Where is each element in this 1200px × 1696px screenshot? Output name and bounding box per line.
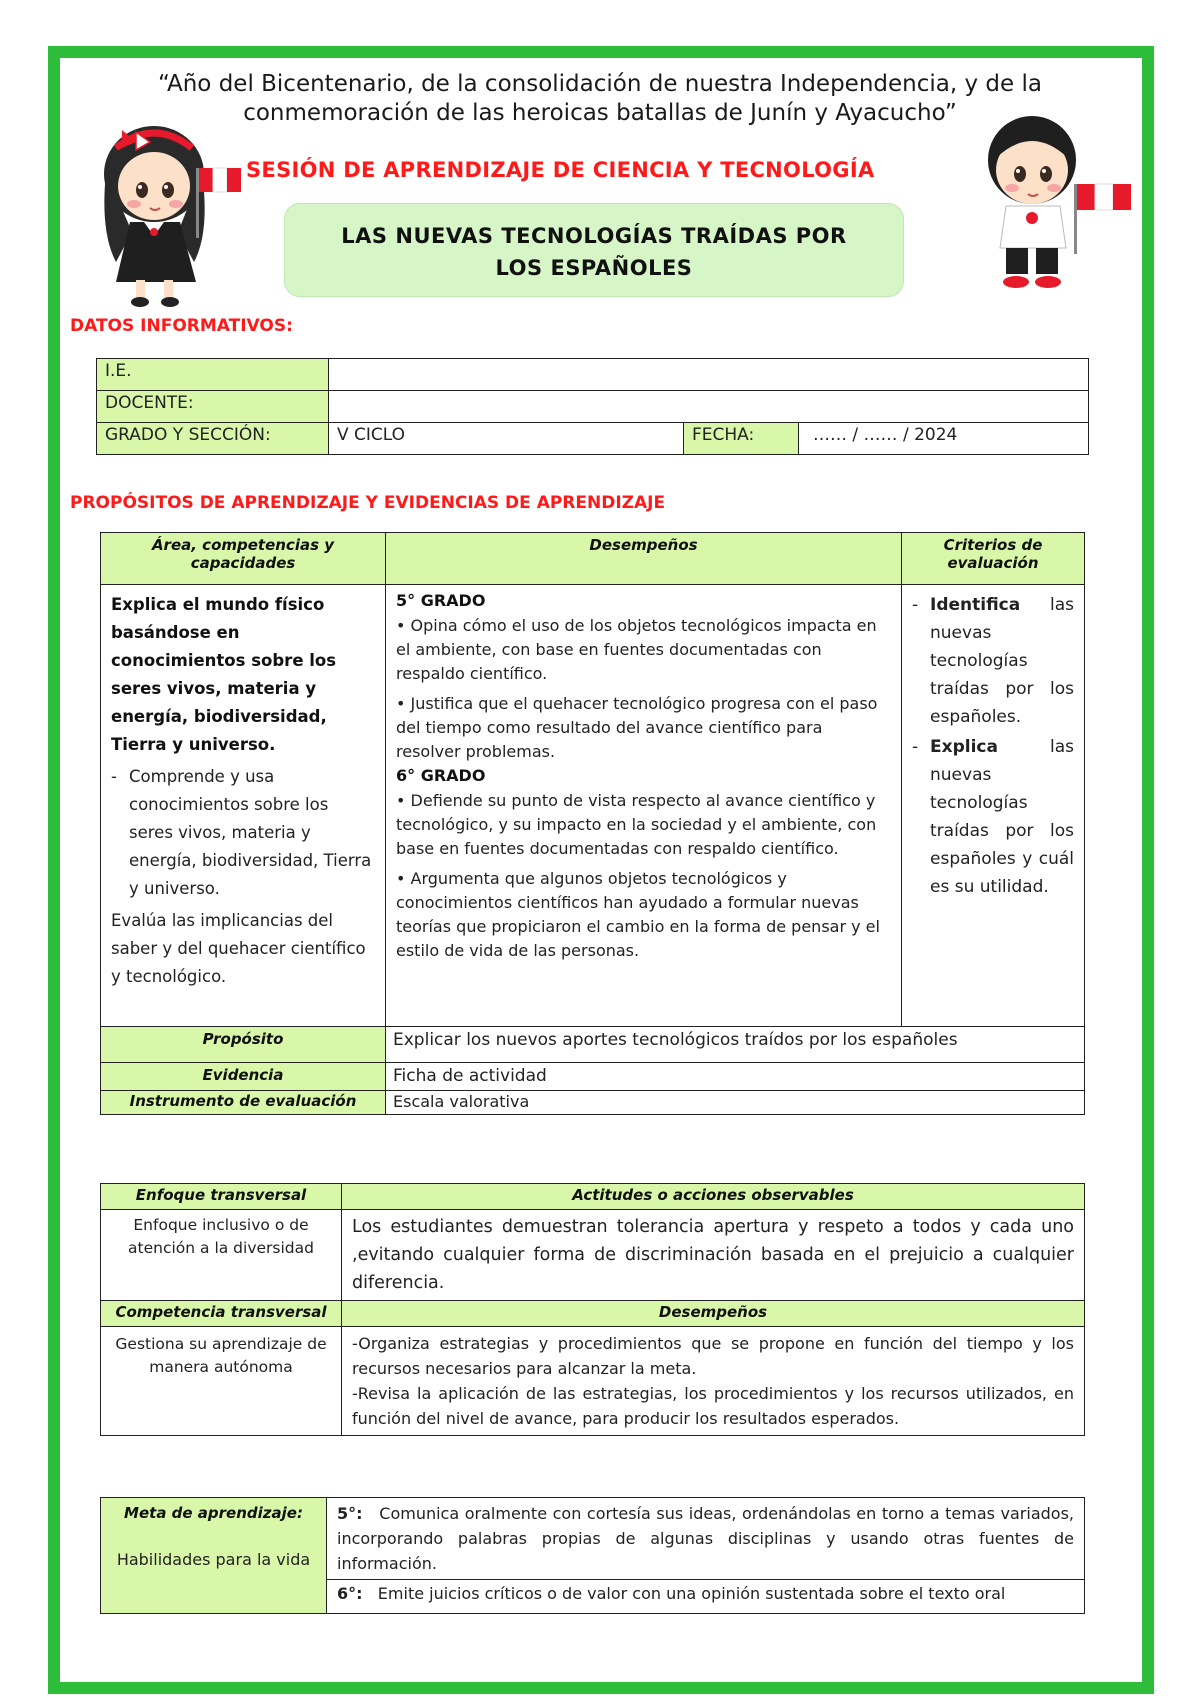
- grade-6-label: 6° GRADO: [396, 766, 486, 785]
- meta-5-text: Comunica oralmente con cortesía sus ideas, ordenándolas en torno a temas variados, incorporando palabras propias de algunas disciplinas y usando otras fuentes de información.: [337, 1504, 1075, 1573]
- instrumento-label: Instrumento de evaluación: [101, 1091, 386, 1115]
- comp-desempeno-item: -Revisa la aplicación de las estrategias, los procedimientos y los recursos utilizados, en función del nivel de avance, para producir los resultados esperados.: [352, 1384, 1074, 1428]
- competencia: Explica el mundo físico basándose en conocimientos sobre los seres vivos, materia y energía, biodiversidad, Tierra y universo.: [111, 595, 337, 754]
- meta-6-cell: [327, 1580, 1085, 1614]
- comp-desempeno-item: -Organiza estrategias y procedimientos que se propone en función del tiempo y los recursos necesarios para alcanzar la meta.: [352, 1334, 1074, 1378]
- enfoque-text: Los estudiantes demuestran tolerancia apertura y respeto a todos y cada uno ,evitando cualquier forma de discriminación basada en el prejuicio a cualquier diferencia.: [342, 1210, 1085, 1301]
- enfoque-col-header: Enfoque transversal: [101, 1184, 342, 1210]
- criterio-item: - Identifica las nuevas tecnologías traídas por los españoles.: [912, 595, 1074, 727]
- proposito-value: Explicar los nuevos aportes tecnológicos traídos por los españoles: [386, 1027, 1085, 1063]
- meta-5-label: 5°:: [337, 1504, 363, 1523]
- col-desempenos-header: Desempeños: [386, 533, 902, 585]
- datos-heading: DATOS INFORMATIVOS:: [70, 316, 293, 336]
- grade-5-label: 5° GRADO: [396, 591, 486, 610]
- ie-label: I.E.: [97, 359, 329, 391]
- topic-title: LAS NUEVAS TECNOLOGÍAS TRAÍDAS POR LOS ESPAÑOLES: [341, 224, 847, 280]
- comp-desempenos-col-header: Desempeños: [342, 1301, 1085, 1327]
- capacidad-item: - Comprende y usa conocimientos sobre los seres vivos, materia y energía, biodiversidad, Tierra y universo.: [111, 767, 372, 898]
- ie-value[interactable]: [329, 359, 1089, 391]
- meta-table: [100, 1497, 1085, 1614]
- competencia-col-header: Competencia transversal: [101, 1301, 342, 1327]
- col-area-header: Área, competencias y capacidades: [101, 533, 386, 585]
- desempeno-item: • Defiende su punto de vista respecto al avance científico y tecnológico, y su impacto en la sociedad y el ambiente, con base en fuentes documentadas con respaldo científico.: [396, 791, 877, 858]
- meta-6-label: 6°:: [337, 1584, 363, 1603]
- criterio-item: - Explica las nuevas tecnologías traídas por los españoles y cuál es su utilidad.: [912, 737, 1074, 897]
- desempeno-item: • Argumenta que algunos objetos tecnológicos y conocimientos científicos han ayudado a formular nuevas teorías que propiciaron el cambio en la forma de pensar y el estilo de vida de las personas.: [396, 869, 880, 960]
- grado-value: V CICLO: [329, 423, 684, 455]
- grado-label: GRADO Y SECCIÓN:: [97, 423, 329, 455]
- topic-box: [284, 203, 904, 297]
- session-title: SESIÓN DE APRENDIZAJE DE CIENCIA Y TECNOLOGÍA: [246, 158, 875, 182]
- enfoque-name: Enfoque inclusivo o de atención a la diversidad: [101, 1210, 342, 1301]
- evidencia-value: Ficha de actividad: [386, 1063, 1085, 1091]
- capacidad-item: Evalúa las implicancias del saber y del quehacer científico y tecnológico.: [111, 911, 366, 986]
- col-criterios-header: Criterios de evaluación: [902, 533, 1085, 585]
- fecha-label: FECHA:: [684, 423, 799, 455]
- competencia-name: Gestiona su aprendizaje de manera autónoma: [101, 1327, 342, 1436]
- year-motto: “Año del Bicentenario, de la consolidación de nuestra Independencia, y de la conmemoración de las heroicas batallas de Junín y Ayacucho”: [158, 71, 1042, 126]
- meta-5-cell: [327, 1498, 1085, 1580]
- fecha-value: …… / …… / 2024: [799, 423, 1089, 455]
- propositos-heading: PROPÓSITOS DE APRENDIZAJE Y EVIDENCIAS DE APRENDIZAJE: [70, 493, 666, 513]
- habilidades-label: Habilidades para la vida: [116, 1550, 311, 1569]
- girl-illustration: [92, 112, 270, 310]
- meta-6-text: Emite juicios críticos o de valor con una opinión sustentada sobre el texto oral: [377, 1584, 1006, 1603]
- instrumento-value: Escala valorativa: [386, 1091, 1085, 1115]
- evidencia-label: Evidencia: [101, 1063, 386, 1091]
- actitudes-col-header: Actitudes o acciones observables: [342, 1184, 1085, 1210]
- docente-label: DOCENTE:: [97, 391, 329, 423]
- meta-label: Meta de aprendizaje:: [124, 1504, 303, 1522]
- propositos-table: [100, 532, 1085, 1115]
- enfoque-table: [100, 1183, 1085, 1436]
- desempeno-item: • Justifica que el quehacer tecnológico progresa con el paso del tiempo como resultado del avance científico para resolver problemas.: [396, 694, 878, 761]
- desempeno-item: • Opina cómo el uso de los objetos tecnológicos impacta en el ambiente, con base en fuentes documentadas con respaldo científico.: [396, 616, 877, 683]
- datos-table: [96, 358, 1089, 455]
- boy-illustration: [970, 102, 1152, 292]
- docente-value[interactable]: [329, 391, 1089, 423]
- meta-cell: [101, 1498, 327, 1614]
- proposito-label: Propósito: [101, 1027, 386, 1063]
